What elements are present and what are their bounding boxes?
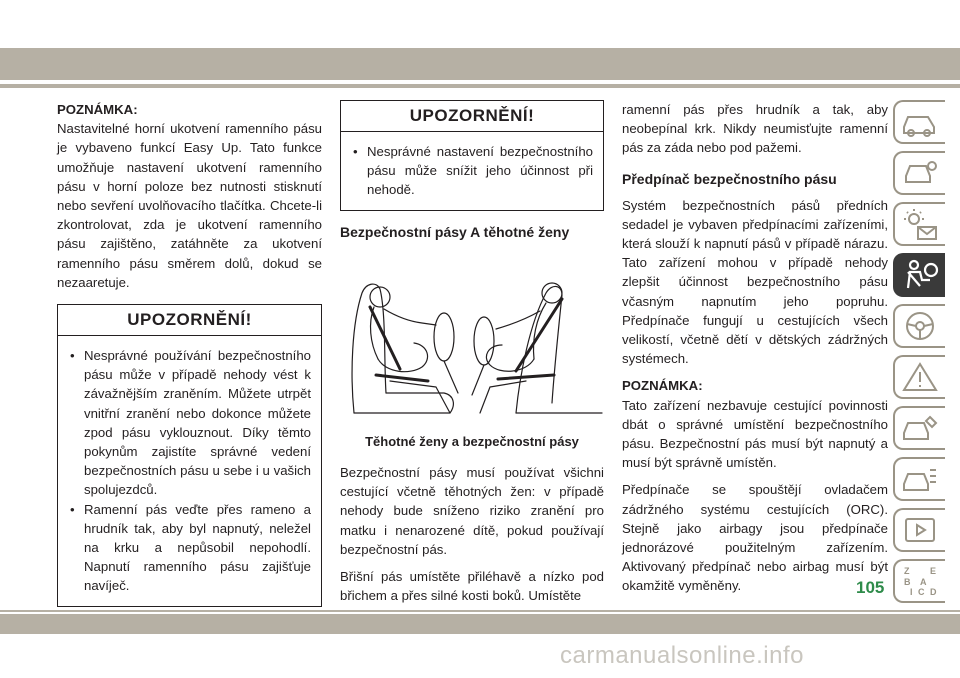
svg-text:E: E: [930, 566, 937, 576]
figure-caption: Těhotné ženy a bezpečnostní pásy: [365, 433, 579, 449]
car-service-icon: [900, 411, 940, 445]
index-icon: [900, 564, 940, 598]
note-title: POZNÁMKA:: [622, 378, 703, 394]
svg-text:I: I: [910, 587, 913, 597]
tab-car-key[interactable]: [893, 151, 945, 195]
note-title: POZNÁMKA:: [57, 102, 138, 117]
paragraph: Bezpečnostní pásy musí používat všichni cestující včetně těhotných žen: v případě nehody bude sníženo riziko zranění pro matku i nenarozené dítě, pokud používají bezpečnostní pás.: [340, 465, 604, 557]
warning-item: • Nesprávné nastavení bezpečnostního pásu může snížit jeho účinnost při nehodě.: [349, 142, 593, 200]
steering-wheel-icon: [900, 309, 940, 343]
specs-icon: [900, 462, 940, 496]
tab-warning-lights[interactable]: [893, 202, 945, 246]
tab-multimedia[interactable]: [893, 508, 945, 552]
note-text: Tato zařízení nezbavuje cestující povinnosti dbát o správné umístění bezpečnostního pásu. Bezpečnostní pás musí být napnutý a musí být správně umístěn.: [622, 397, 888, 471]
paragraph-continued: ramenní pás přes hrudník a tak, aby neobepínal krk. Nikdy neumisťujte ramenní pás za záda nebo pod pažemi.: [622, 102, 888, 156]
warning-item: • Ramenní pás veďte přes rameno a hrudník tak, aby byl napnutý, neležel na krku a nepůsobil nepohodlí. Napnutí ramenního pásu zajišťuje navíječ.: [66, 500, 311, 596]
car-key-icon: [900, 156, 940, 190]
pregnant-women-seatbelt-illustration: [340, 263, 604, 423]
warning-box-1: [57, 304, 322, 607]
tab-car-info[interactable]: [893, 100, 945, 144]
section-heading: Předpínač bezpečnostního pásu: [622, 170, 837, 187]
column-3: [622, 100, 888, 604]
tab-car-service[interactable]: [893, 406, 945, 450]
tab-seatbelt-airbag[interactable]: [893, 253, 945, 297]
tab-specs[interactable]: [893, 457, 945, 501]
multimedia-icon: [900, 513, 940, 547]
svg-text:C: C: [918, 587, 925, 597]
warning-lights-icon: [900, 207, 940, 241]
tab-index[interactable]: [893, 559, 945, 603]
top-header-band: [0, 48, 960, 80]
column-2: [340, 100, 604, 613]
column-1: [57, 100, 322, 607]
svg-text:A: A: [920, 577, 927, 587]
hazard-triangle-icon: [900, 360, 940, 394]
paragraph: Systém bezpečnostních pásů předních sedadel je vybaven předpínacími zařízeními, která slouží k napnutí pásů v případě nárazu. Tato zařízení mohou v případě nehody zlepšit účinnost bezpečnostního pásu včasným napnutím jeho popruhu. Předpínače fungují u cestujících všech velikostí, včetně dětí v dětských zádržných systémech.: [622, 197, 888, 367]
paragraph: Předpínače se spouštějí ovladačem zádržného systému cestujících (ORC). Stejně jako airbagy jsou předpínače jednorázové použitelným zařízením. Aktivovaný předpínač nebo airbag musí být okamžitě vyměněny.: [622, 482, 888, 594]
note-text: Nastavitelné horní ukotvení ramenního pásu je vybaveno funkcí Easy Up. Tato funkce umožňuje nastavení ukotvení ramenního pásu v horní poloze bez nutnosti stisknutí nebo sevření uvolňovacího tlačítka. Chcete-li zkontrolovat, zda je ukotvení ramenního pásu zajištěno, zatáhněte za ukotvení ramenního pásu směrem dolů, dokud se nezaaretuje.: [57, 121, 322, 290]
chapter-tabs: [893, 100, 945, 610]
bottom-footer-line: [0, 610, 960, 612]
warning-title: UPOZORNĚNÍ!: [341, 101, 603, 132]
top-header-line: [0, 84, 960, 88]
warning-box-2: [340, 100, 604, 211]
bottom-footer-band: [0, 614, 960, 634]
warning-list: [341, 132, 603, 210]
svg-text:D: D: [930, 587, 937, 597]
svg-text:B: B: [904, 577, 911, 587]
warning-title: UPOZORNĚNÍ!: [58, 305, 321, 336]
tab-steering-wheel[interactable]: [893, 304, 945, 348]
car-info-icon: [900, 105, 940, 139]
watermark: carmanualsonline.info: [560, 642, 804, 669]
section-heading: Bezpečnostní pásy A těhotné ženy: [340, 223, 570, 240]
page-number: 105: [856, 578, 885, 597]
tab-hazard[interactable]: [893, 355, 945, 399]
paragraph: Břišní pás umístěte přiléhavě a nízko pod břichem a přes silné kosti boků. Umístěte: [340, 569, 604, 604]
warning-list: [58, 336, 321, 606]
svg-text:Z: Z: [904, 566, 910, 576]
seatbelt-airbag-icon: [900, 258, 940, 292]
warning-item: • Nesprávné používání bezpečnostního pásu může v případě nehody vést k závažnějším zraněním. Můžete utrpět vnitřní zranění nebo dokonce můžete zpod pásu vyklouznout. Díky těmto pokynům zajistíte správné vedení bezpečnostních pásu u sebe i u vašich spolujezdců.: [66, 346, 311, 500]
